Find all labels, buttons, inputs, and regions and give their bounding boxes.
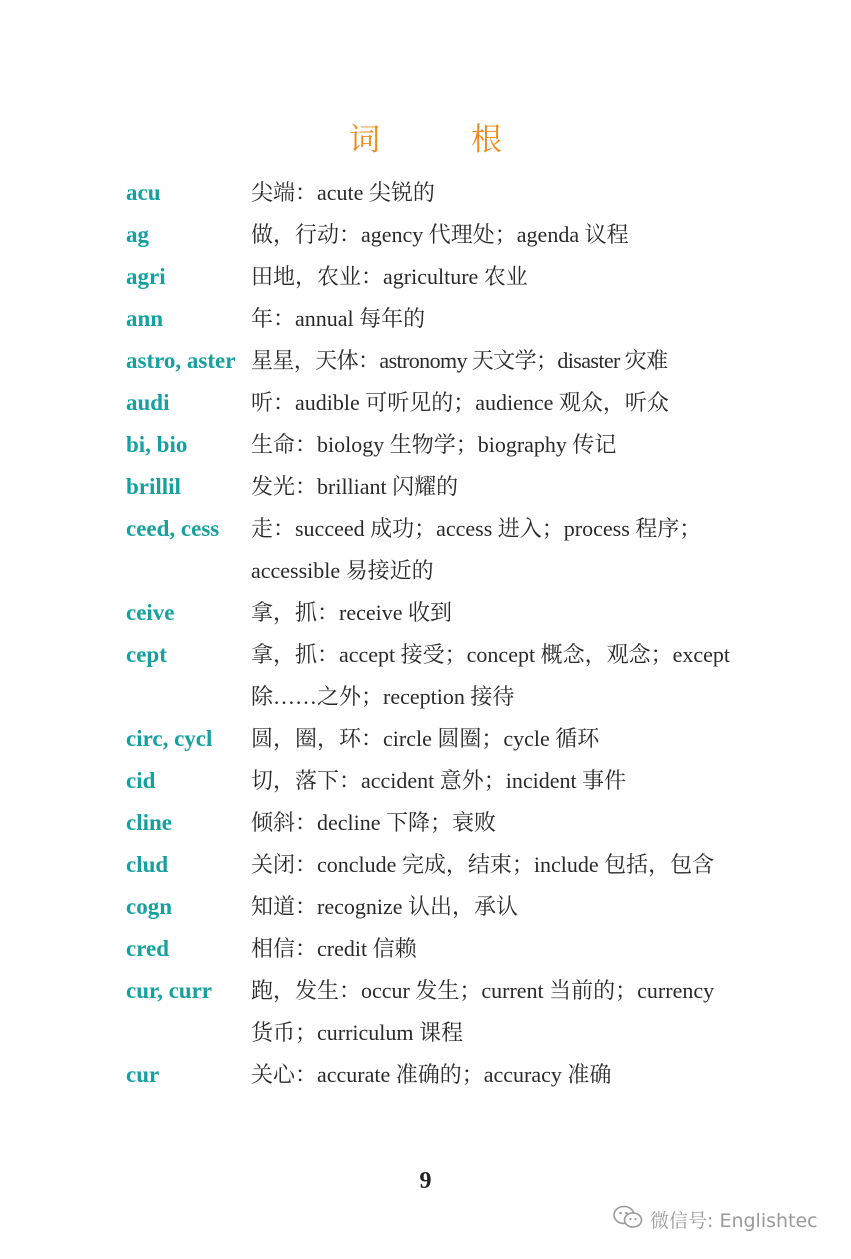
root-definition: 切，落下：accident 意外；incident 事件	[251, 768, 627, 793]
root-definition: 做，行动：agency 代理处；agenda 议程	[251, 222, 629, 247]
root-definition: 关心：accurate 准确的；accuracy 准确	[251, 1062, 612, 1087]
root-term: cur	[126, 1062, 160, 1087]
root-definition: 拿，抓：receive 收到	[251, 600, 452, 625]
root-definition: 星星，天体：astronomy 天文学；disaster 灾难	[251, 348, 668, 373]
root-definition: 年：annual 每年的	[251, 306, 426, 331]
root-term: agri	[126, 264, 166, 289]
root-term: ceed, cess	[126, 516, 220, 541]
root-term: cred	[126, 936, 170, 961]
root-definition: 发光：brilliant 闪耀的	[251, 474, 459, 499]
root-definition: 知道：recognize 认出，承认	[251, 894, 518, 919]
root-term: clud	[126, 852, 169, 877]
list-item	[126, 592, 736, 634]
root-definition: 相信：credit 信赖	[251, 936, 417, 961]
root-term: audi	[126, 390, 170, 415]
root-definition: 走：succeed 成功；access 进入；process 程序；accessible 易接近的	[251, 516, 702, 583]
root-definition: 尖端：acute 尖锐的	[251, 180, 435, 205]
root-term: ceive	[126, 600, 175, 625]
watermark	[612, 1204, 818, 1235]
root-term: cid	[126, 768, 156, 793]
list-item	[126, 508, 736, 592]
root-term: ag	[126, 222, 149, 247]
list-item	[126, 424, 736, 466]
root-term: brillil	[126, 474, 181, 499]
wechat-icon	[612, 1204, 644, 1235]
root-definition: 田地，农业：agriculture 农业	[251, 264, 528, 289]
list-item	[126, 760, 736, 802]
root-definition: 跑，发生：occur 发生；current 当前的；currency 货币；curriculum 课程	[251, 978, 715, 1045]
list-item	[126, 634, 736, 718]
root-term: cline	[126, 810, 172, 835]
list-item	[126, 298, 736, 340]
list-item	[126, 970, 736, 1054]
root-definition: 关闭：conclude 完成，结束；include 包括，包含	[251, 852, 715, 877]
root-term: cept	[126, 642, 167, 667]
root-term: cur, curr	[126, 978, 213, 1003]
root-term: bi, bio	[126, 432, 188, 457]
watermark-text: 微信号: Englishtec	[650, 1210, 818, 1232]
root-definition: 听：audible 可听见的；audience 观众，听众	[251, 390, 669, 415]
list-item	[126, 928, 736, 970]
root-definition: 倾斜：decline 下降；衰败	[251, 810, 497, 835]
root-definition: 圆，圈，环：circle 圆圈；cycle 循环	[251, 726, 600, 751]
root-term: astro, aster	[126, 348, 236, 373]
list-item	[126, 802, 736, 844]
page-number: 9	[419, 1168, 432, 1194]
list-item	[126, 718, 736, 760]
list-item	[126, 172, 736, 214]
root-definition: 生命：biology 生物学；biography 传记	[251, 432, 617, 457]
list-item	[126, 382, 736, 424]
list-item	[126, 844, 736, 886]
list-item	[126, 340, 736, 382]
list-item	[126, 256, 736, 298]
page-title: 词 根	[349, 122, 532, 158]
root-list	[126, 172, 736, 1096]
root-term: circ, cycl	[126, 726, 213, 751]
list-item	[126, 214, 736, 256]
root-term: ann	[126, 306, 164, 331]
root-term: cogn	[126, 894, 172, 919]
list-item	[126, 466, 736, 508]
root-definition: 拿，抓：accept 接受；concept 概念，观念；except 除……之外；reception 接待	[251, 642, 730, 709]
list-item	[126, 1054, 736, 1096]
list-item	[126, 886, 736, 928]
root-term: acu	[126, 180, 161, 205]
